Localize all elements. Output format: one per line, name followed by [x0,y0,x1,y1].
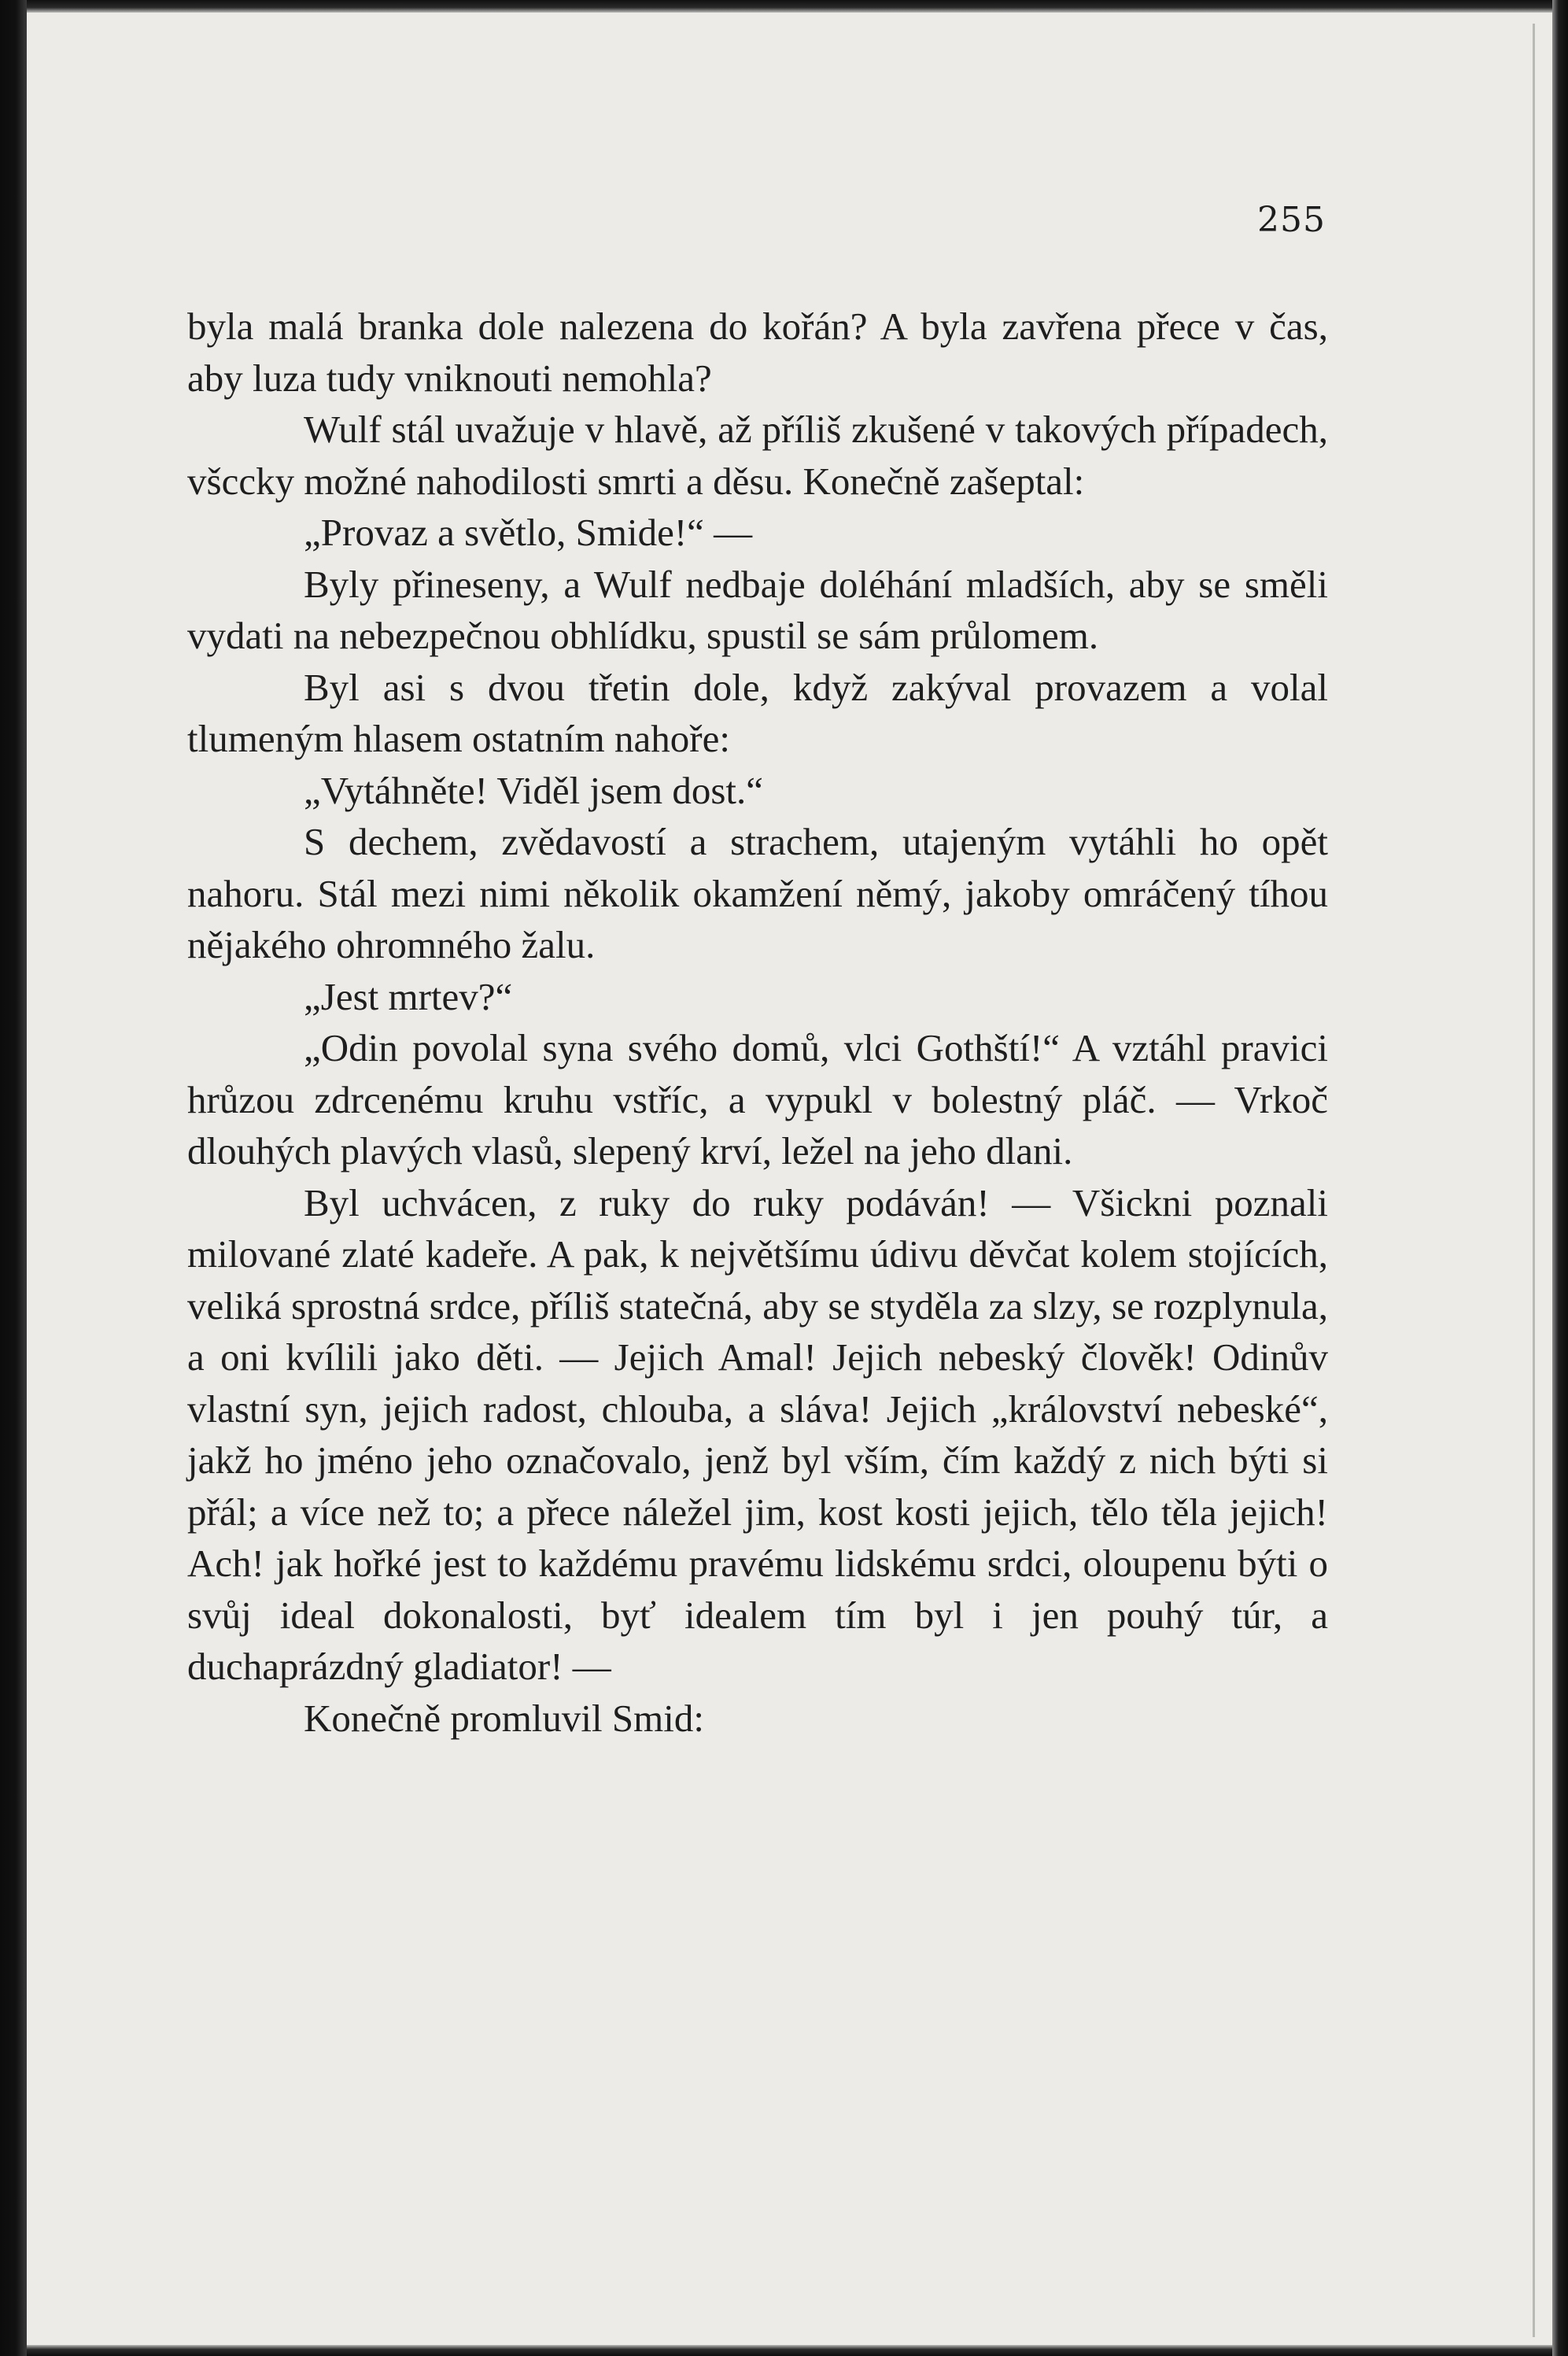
scan-edge-top [0,0,1568,13]
scan-edge-right [1552,0,1568,2356]
paragraph-dialogue: „Jest mrtev?“ [304,974,513,1018]
page-number: 255 [1257,200,1326,240]
paragraph: Konečně promluvil Smid: [304,1696,704,1740]
page-gutter-line [1533,24,1535,2337]
paragraph-dialogue: „Odin povolal syna svého domů, vlci Gothští!“ A vztáhl pravici hrůzou zdrcenému kruhu vstříc, a vypukl v bolestný pláč. — Vrkoč dlouhých plavých vlasů, slepený krví, ležel na jeho dlani. [187,1026,1328,1172]
paragraph-continued: byla malá branka dole nalezena do kořán? A byla zavřena přece v čas, aby luza tudy vniknouti nemohla? [187,305,1328,400]
body-text [187,301,1328,1744]
paragraph: Byl uchvácen, z ruky do ruky podáván! — Všickni poznali milované zlaté kadeře. A pak, k největšímu údivu děvčat kolem stojících, veliká sprostná srdce, příliš statečná, aby se styděla za slzy, se rozplynula, a oni kvílili jako děti. — Jejich Amal! Jejich nebeský člověk! Odinův vlastní syn, jejich radost, chlouba, a sláva! Jejich „království nebeské“, jakž ho jméno jeho označovalo, jenž byl vším, čím každý z nich býti si přál; a více než to; a přece náležel jim, kost kosti jejich, tělo těla jejich! Ach! jak hořké jest to každému pravému lidskému srdci, oloupenu býti o svůj ideal dokonalosti, byť idealem tím byl i jen pouhý túr, a duchaprázdný gladiator! — [187,1180,1328,1688]
paragraph: Wulf stál uvažuje v hlavě, až příliš zkušené v takových případech, všccky možné nahodilosti smrti a děsu. Konečně zašeptal: [187,408,1328,503]
paragraph: S dechem, zvědavostí a strachem, utajeným vytáhli ho opět nahoru. Stál mezi nimi několik okamžení němý, jakoby omráčený tíhou nějakého ohromného žalu. [187,820,1328,966]
scan-edge-left [0,0,27,2356]
paragraph: Byl asi s dvou třetin dole, když zakýval provazem a volal tlumeným hlasem ostatním nahoře: [187,665,1328,760]
paragraph-dialogue: „Vytáhněte! Viděl jsem dost.“ [304,768,764,812]
paragraph: Byly přineseny, a Wulf nedbaje doléhání mladších, aby se směli vydati na nebezpečnou obhlídku, spustil se sám průlomem. [187,562,1328,657]
scan-edge-bottom [0,2345,1568,2356]
paragraph-dialogue: „Provaz a světlo, Smide!“ — [304,511,753,554]
